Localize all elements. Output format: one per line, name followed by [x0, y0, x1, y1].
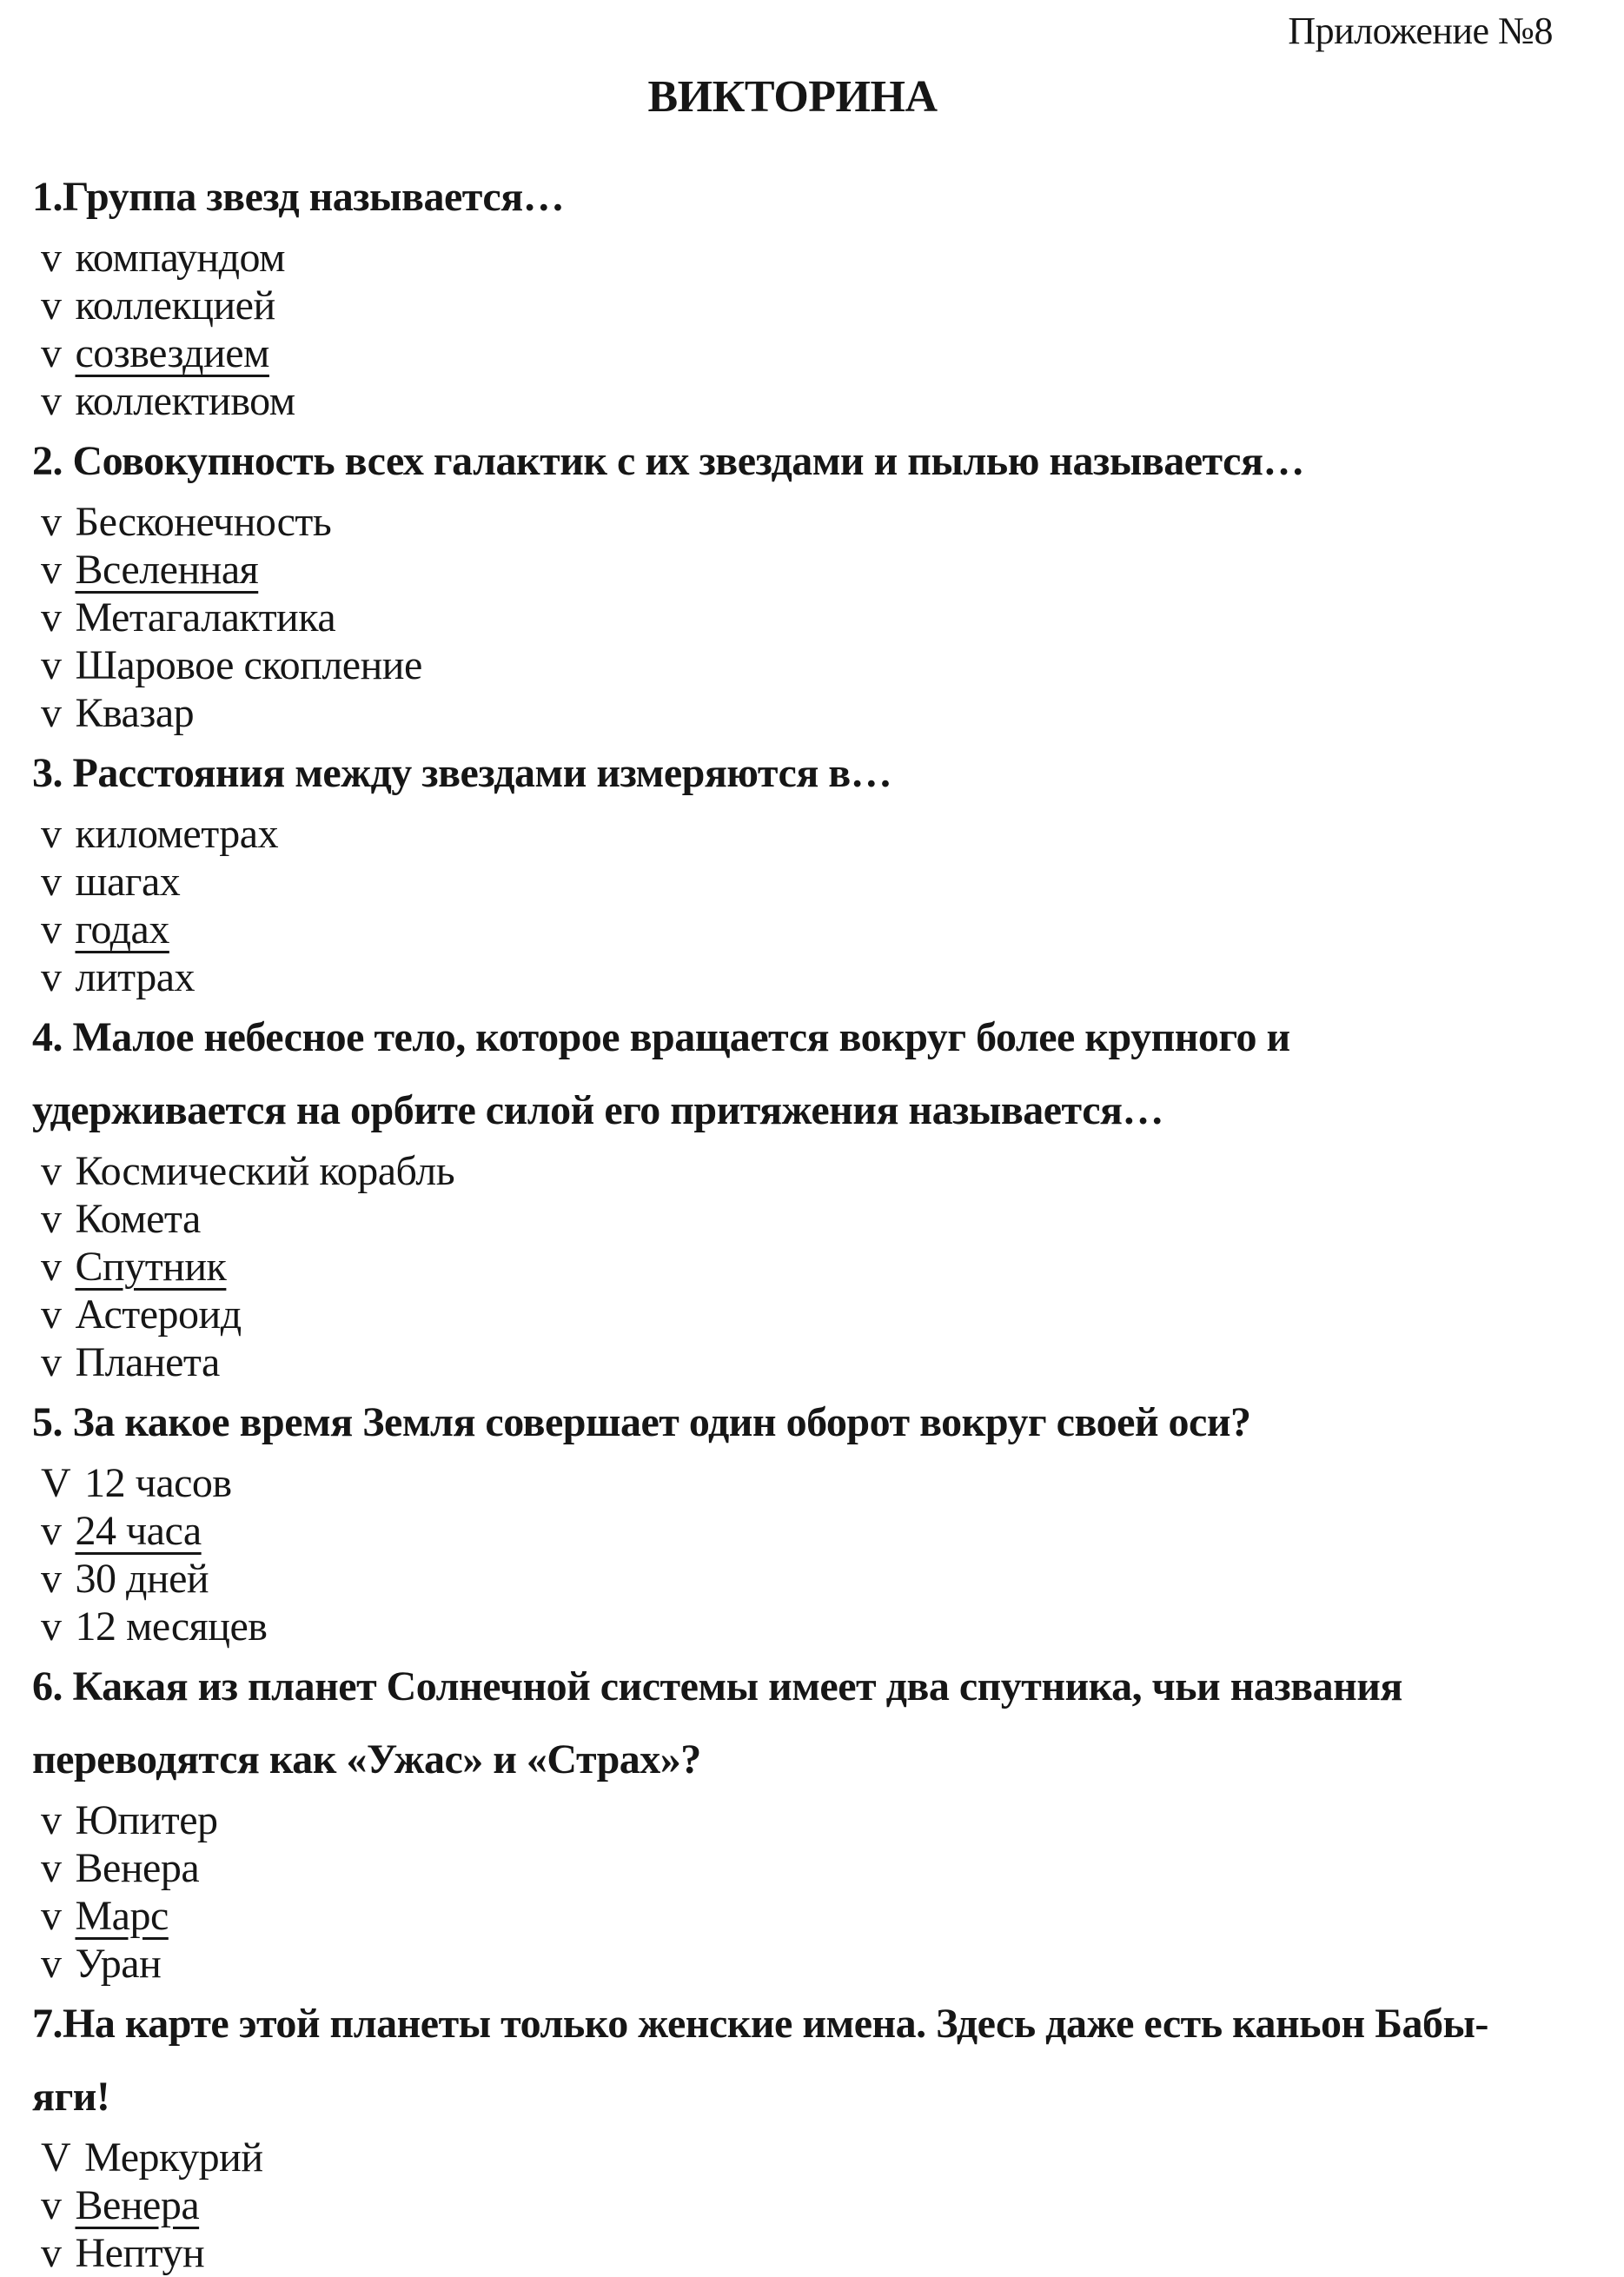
option-marker: V — [41, 2134, 71, 2181]
option-marker: v — [41, 811, 62, 857]
option-label: Метагалактика — [75, 594, 336, 641]
option-row — [32, 1940, 1553, 1988]
option-label: Квазар — [75, 690, 195, 736]
question-text-line: удерживается на орбите силой его притяжения называется… — [32, 1087, 1163, 1133]
option-row — [32, 1459, 1553, 1507]
option-row — [32, 641, 1553, 689]
option-marker: v — [41, 2182, 62, 2228]
option-marker: v — [41, 235, 62, 281]
option-row — [32, 689, 1553, 737]
option-row — [32, 1892, 1553, 1940]
question — [32, 1001, 1553, 1386]
option-row — [32, 498, 1553, 546]
option-label: Меркурий — [84, 2134, 263, 2181]
option-label: Юпитер — [75, 1797, 218, 1843]
question-text-line: 2. Совокупность всех галактик с их звездами и пылью называется… — [32, 438, 1304, 484]
option-label: созвездием — [75, 330, 269, 376]
question-text-line: переводятся как «Ужас» и «Страх»? — [32, 1736, 701, 1782]
option-label: 30 дней — [75, 1556, 209, 1602]
option-marker: v — [41, 690, 62, 736]
option-row — [32, 906, 1553, 953]
option-marker: v — [41, 1941, 62, 1987]
option-marker: v — [41, 378, 62, 424]
option-row — [32, 2134, 1553, 2181]
question — [32, 425, 1553, 737]
option-label: шагах — [75, 859, 181, 905]
option-row — [32, 1338, 1553, 1386]
option-marker: v — [41, 1893, 62, 1939]
question — [32, 1386, 1553, 1650]
option-marker: v — [41, 1556, 62, 1602]
option-label: компаундом — [75, 235, 285, 281]
option-label: коллективом — [75, 378, 295, 424]
option-label: Космический корабль — [75, 1148, 455, 1194]
option-marker: v — [41, 594, 62, 641]
option-row — [32, 234, 1553, 282]
option-row — [32, 282, 1553, 329]
option-label: Венера — [75, 1845, 200, 1891]
option-marker: v — [41, 1339, 62, 1385]
option-label: Нептун — [75, 2230, 205, 2276]
option-marker: v — [41, 906, 62, 953]
option-row — [32, 594, 1553, 641]
option-row — [32, 2181, 1553, 2229]
option-label: 24 часа — [75, 1508, 202, 1554]
question-text-line: 6. Какая из планет Солнечной системы имеет два спутника, чьи названия — [32, 1663, 1402, 1709]
option-label: Астероид — [75, 1291, 242, 1338]
option-marker: v — [41, 1845, 62, 1891]
option-marker: v — [41, 330, 62, 376]
option-label: Венера — [75, 2182, 200, 2228]
option-marker: v — [41, 642, 62, 688]
option-label: Бесконечность — [75, 499, 332, 545]
appendix-label: Приложение №8 — [1288, 10, 1553, 52]
question — [32, 1650, 1553, 1988]
option-row — [32, 1195, 1553, 1243]
option-label: коллекцией — [75, 282, 275, 329]
option-marker: v — [41, 1196, 62, 1242]
option-row — [32, 858, 1553, 906]
question-text-line: 1.Группа звезд называется… — [32, 174, 565, 220]
option-label: 12 часов — [84, 1460, 232, 1506]
question-text-line: 3. Расстояния между звездами измеряются в… — [32, 750, 892, 796]
option-label: Спутник — [75, 1244, 227, 1290]
option-label: годах — [75, 906, 169, 953]
option-marker: v — [41, 1797, 62, 1843]
option-row — [32, 1796, 1553, 1844]
option-row — [32, 546, 1553, 594]
option-row — [32, 1555, 1553, 1603]
option-marker: v — [41, 499, 62, 545]
option-row — [32, 329, 1553, 377]
option-marker: v — [41, 2230, 62, 2276]
option-label: Марс — [75, 1893, 169, 1939]
option-marker: v — [41, 1244, 62, 1290]
question-text-line: 4. Малое небесное тело, которое вращается вокруг более крупного и — [32, 1014, 1290, 1060]
option-marker: v — [41, 859, 62, 905]
option-label: Шаровое скопление — [75, 642, 422, 688]
option-row — [32, 953, 1553, 1001]
question — [32, 737, 1553, 1001]
option-row — [32, 1147, 1553, 1195]
question-text-line: 7.На карте этой планеты только женские имена. Здесь даже есть каньон Бабы- — [32, 2001, 1488, 2047]
option-row — [32, 1243, 1553, 1291]
option-row — [32, 1603, 1553, 1650]
option-marker: v — [41, 1603, 62, 1650]
option-marker: v — [41, 282, 62, 329]
option-label: 12 месяцев — [75, 1603, 268, 1650]
option-label: литрах — [75, 954, 196, 1000]
option-marker: v — [41, 1291, 62, 1338]
option-marker: v — [41, 954, 62, 1000]
question-text-line: яги! — [32, 2074, 110, 2120]
question — [32, 1988, 1553, 2277]
option-label: километрах — [75, 811, 279, 857]
questions-list — [32, 161, 1553, 2277]
option-row — [32, 1507, 1553, 1555]
option-label: Уран — [75, 1941, 162, 1987]
option-row — [32, 1291, 1553, 1338]
option-marker: v — [41, 1508, 62, 1554]
option-row — [32, 377, 1553, 425]
option-label: Вселенная — [75, 547, 259, 593]
option-label: Комета — [75, 1196, 201, 1242]
option-marker: v — [41, 1148, 62, 1194]
option-label: Планета — [75, 1339, 220, 1385]
option-row — [32, 810, 1553, 858]
option-row — [32, 2229, 1553, 2277]
option-marker: V — [41, 1460, 71, 1506]
question-text-line: 5. За какое время Земля совершает один оборот вокруг своей оси? — [32, 1399, 1251, 1445]
question — [32, 161, 1553, 425]
option-row — [32, 1844, 1553, 1892]
option-marker: v — [41, 547, 62, 593]
page-title: ВИКТОРИНА — [647, 72, 938, 122]
